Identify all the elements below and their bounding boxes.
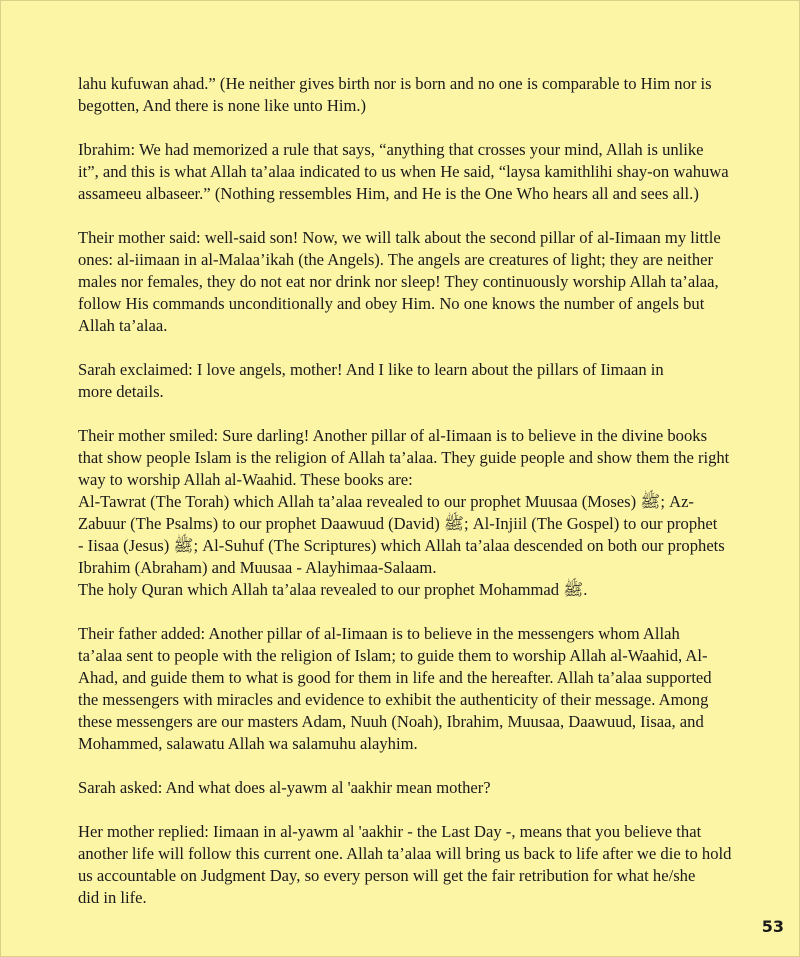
text-line: - Iisaa (Jesus) ﷺ; Al-Suhuf (The Scriptures) which Allah ta’alaa descended on both our prophets [78,536,725,555]
text-line: The holy Quran which Allah ta’alaa revealed to our prophet Mohammad ﷺ. [78,580,588,599]
text-line: Sarah asked: And what does al-yawm al 'aakhir mean mother? [78,778,491,797]
text-line: these messengers are our masters Adam, Nuuh (Noah), Ibrahim, Muusaa, Daawuud, Iisaa, and [78,712,704,731]
text-line: follow His commands unconditionally and obey Him. No one knows the number of angels but [78,294,705,313]
text-line: another life will follow this current one. Allah ta’alaa will bring us back to life after we die to hold [78,844,732,863]
text-line: begotten, And there is none like unto Him.) [78,96,367,115]
paragraph-6 [78,623,748,755]
text-line: way to worship Allah al-Waahid. These books are: [78,470,413,489]
text-line: Sarah exclaimed: I love angels, mother! And I like to learn about the pillars of Iimaan in [78,360,664,379]
text-line: Their mother smiled: Sure darling! Another pillar of al-Iimaan is to believe in the divine books [78,426,708,445]
text-line: Mohammed, salawatu Allah wa salamuhu alayhim. [78,734,418,753]
text-line: ones: al-iimaan in al-Malaa’ikah (the Angels). The angels are creatures of light; they are neither [78,250,714,269]
paragraph-3 [78,227,748,337]
text-line: Allah ta’alaa. [78,316,168,335]
text-line: Her mother replied: Iimaan in al-yawm al 'aakhir - the Last Day -, means that you believe that [78,822,702,841]
paragraph-4 [78,359,748,403]
text-line: us accountable on Judgment Day, so every person will get the fair retribution for what he/she [78,866,696,885]
paragraph-7 [78,777,748,799]
text-line: did in life. [78,888,147,907]
text-line: Their mother said: well-said son! Now, we will talk about the second pillar of al-Iimaan my little [78,228,721,247]
text-line: lahu kufuwan ahad.” (He neither gives birth nor is born and no one is comparable to Him nor is [78,74,712,93]
text-line: males nor females, they do not eat nor drink nor sleep! They continuously worship Allah ta’alaa, [78,272,719,291]
text-line: Al-Tawrat (The Torah) which Allah ta’alaa revealed to our prophet Muusaa (Moses) ﷺ; Az- [78,492,694,511]
text-line: the messengers with miracles and evidence to exhibit the authenticity of their message. Among [78,690,709,709]
text-line: assameeu albaseer.” (Nothing ressembles Him, and He is the One Who hears all and sees all.) [78,184,699,203]
text-line: Ibrahim (Abraham) and Muusaa - Alayhimaa-Salaam. [78,558,437,577]
paragraph-8 [78,821,748,909]
paragraph-1 [78,73,748,117]
text-line: Zabuur (The Psalms) to our prophet Daawuud (David) ﷺ; Al-Injiil (The Gospel) to our prophet [78,514,718,533]
paragraph-5 [78,425,748,601]
text-line: Ibrahim: We had memorized a rule that says, “anything that crosses your mind, Allah is unlike [78,140,704,159]
text-line: Ahad, and guide them to what is good for them in life and the hereafter. Allah ta’alaa supported [78,668,712,687]
page-number: 53 [761,917,784,936]
text-line: more details. [78,382,164,401]
paragraph-2 [78,139,748,205]
text-line: that show people Islam is the religion of Allah ta’alaa. They guide people and show them the right [78,448,730,467]
text-line: ta’alaa sent to people with the religion of Islam; to guide them to worship Allah al-Waahid, Al- [78,646,708,665]
page-body-text [78,73,748,931]
text-line: Their father added: Another pillar of al-Iimaan is to believe in the messengers whom Allah [78,624,680,643]
text-line: it”, and this is what Allah ta’alaa indicated to us when He said, “laysa kamithlihi shay-on wahuwa [78,162,729,181]
